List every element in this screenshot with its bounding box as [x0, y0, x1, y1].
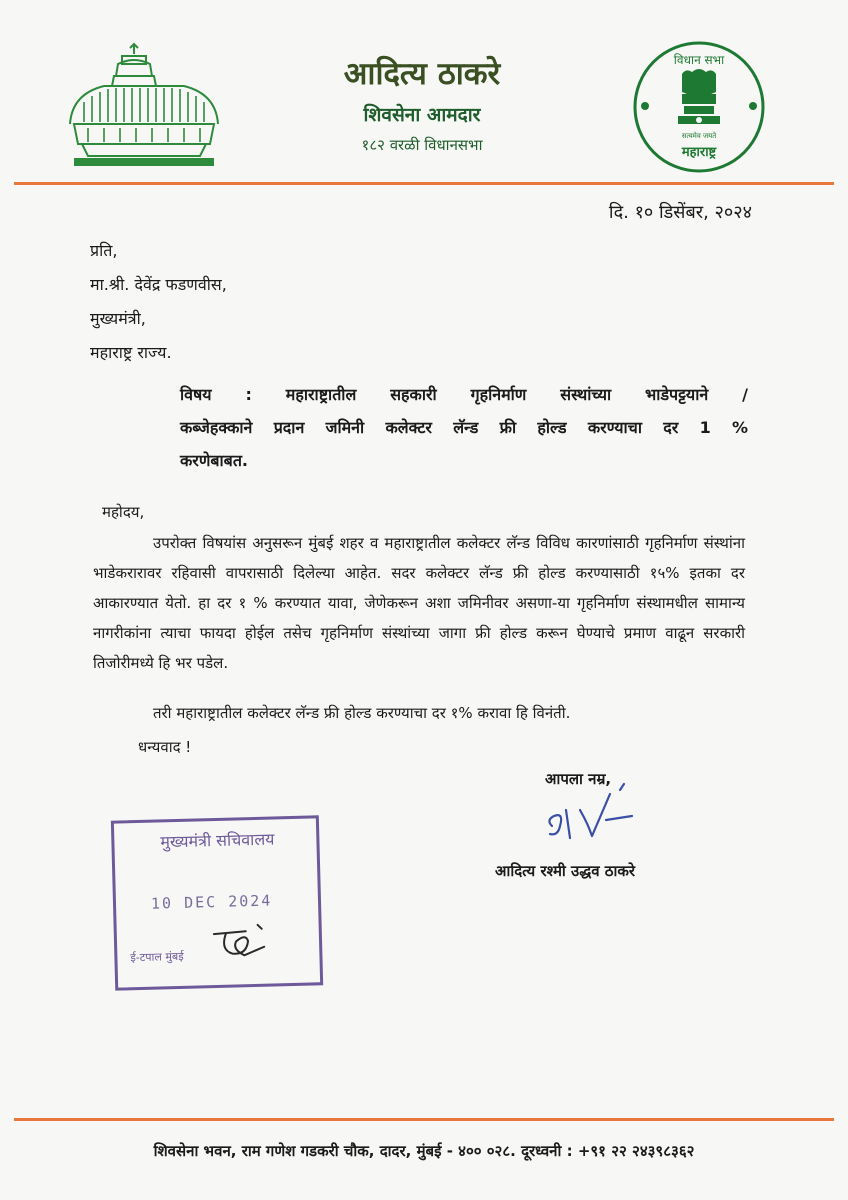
vidhan-bhavan-logo: [64, 42, 224, 168]
emblem-bottom-text: महाराष्ट्र: [681, 145, 717, 160]
header-divider: [14, 182, 834, 185]
stamp-label: ई-टपाल मुंबई: [130, 949, 184, 965]
handwritten-signature: [536, 780, 656, 850]
emblem-dot-left: [641, 102, 649, 110]
stamp-title: मुख्यमंत्री सचिवालय: [160, 829, 275, 852]
stamp-date: 10 DEC 2024: [150, 891, 273, 913]
request-line: तरी महाराष्ट्रातील कलेक्टर लॅन्ड फ्री होल्ड करण्याचा दर १% करावा हि विनंती.: [153, 704, 571, 722]
footer-address: शिवसेना भवन, राम गणेश गडकरी चौक, दादर, मुंबई - ४०० ०२८. दूरध्वनी : +९१ २२ २४३९८३६२: [153, 1142, 695, 1160]
emblem-motto: सत्यमेव जयते: [681, 132, 717, 140]
subject-line: करणेबाबत.: [180, 451, 249, 470]
body-paragraph: [93, 528, 745, 678]
emblem-top-text: विधान सभा: [673, 53, 725, 67]
emblem-dot-right: [749, 102, 757, 110]
thanks-line: धन्यवाद !: [138, 738, 192, 756]
letter-date: दि. १० डिसेंबर, २०२४: [608, 202, 752, 223]
recipient-line: मुख्यमंत्री,: [90, 309, 146, 328]
recipient-line: महाराष्ट्र राज्य.: [90, 343, 172, 362]
letterhead-name: आदित्य ठाकरे: [343, 56, 501, 92]
letterhead-constituency: १८२ वरळी विधानसभा: [361, 136, 483, 154]
footer-divider: [14, 1118, 834, 1121]
stamp-initials: [205, 918, 276, 962]
lion-capital-icon: [678, 69, 720, 124]
received-stamp: [111, 815, 321, 988]
recipient-line: प्रति,: [90, 241, 118, 260]
subject-line: कब्जेहक्काने प्रदान जमिनी कलेक्टर लॅन्ड फ्री होल्ड करण्याचा दर 1 %: [180, 418, 748, 437]
letterhead: [262, 54, 582, 156]
vidhan-sabha-emblem: [632, 40, 766, 174]
subject-block: [180, 378, 748, 477]
recipient-line: मा.श्री. देवेंद्र फडणवीस,: [90, 275, 227, 294]
letterhead-title: शिवसेना आमदार: [363, 104, 481, 126]
signatory-name: आदित्य रश्मी उद्धव ठाकरे: [495, 862, 636, 880]
salutation: महोदय,: [102, 503, 145, 521]
subject-line: विषय : महाराष्ट्रातील सहकारी गृहनिर्माण संस्थांच्या भाडेपट्टयाने /: [180, 385, 748, 404]
recipient-block: [90, 234, 227, 370]
body-paragraph-text: उपरोक्त विषयांस अनुसरून मुंबई शहर व महाराष्ट्रातील कलेक्टर लॅन्ड विविध कारणांसाठी गृहनिर्माण संस्थांना भाडेकरारावर रहिवासी वापरासाठी दिलेल्या आहेत. सदर कलेक्टर लॅन्ड फ्री होल्ड करण्यासाठी १५% इतका दर आकारण्यात येतो. हा दर १ % करण्यात यावा, जेणेकरून अशा जमिनीवर असणा-या गृहनिर्माण संस्थामधील सामान्य नागरीकांना त्याचा फायदा होईल तसेच गृहनिर्माण संस्थांच्या जागा फ्री होल्ड करून घेण्याचे प्रमाण वाढून सरकारी तिजोरीमध्ये हि भर पडेल.: [93, 534, 745, 672]
closing: आपला नम्र,: [545, 770, 612, 788]
